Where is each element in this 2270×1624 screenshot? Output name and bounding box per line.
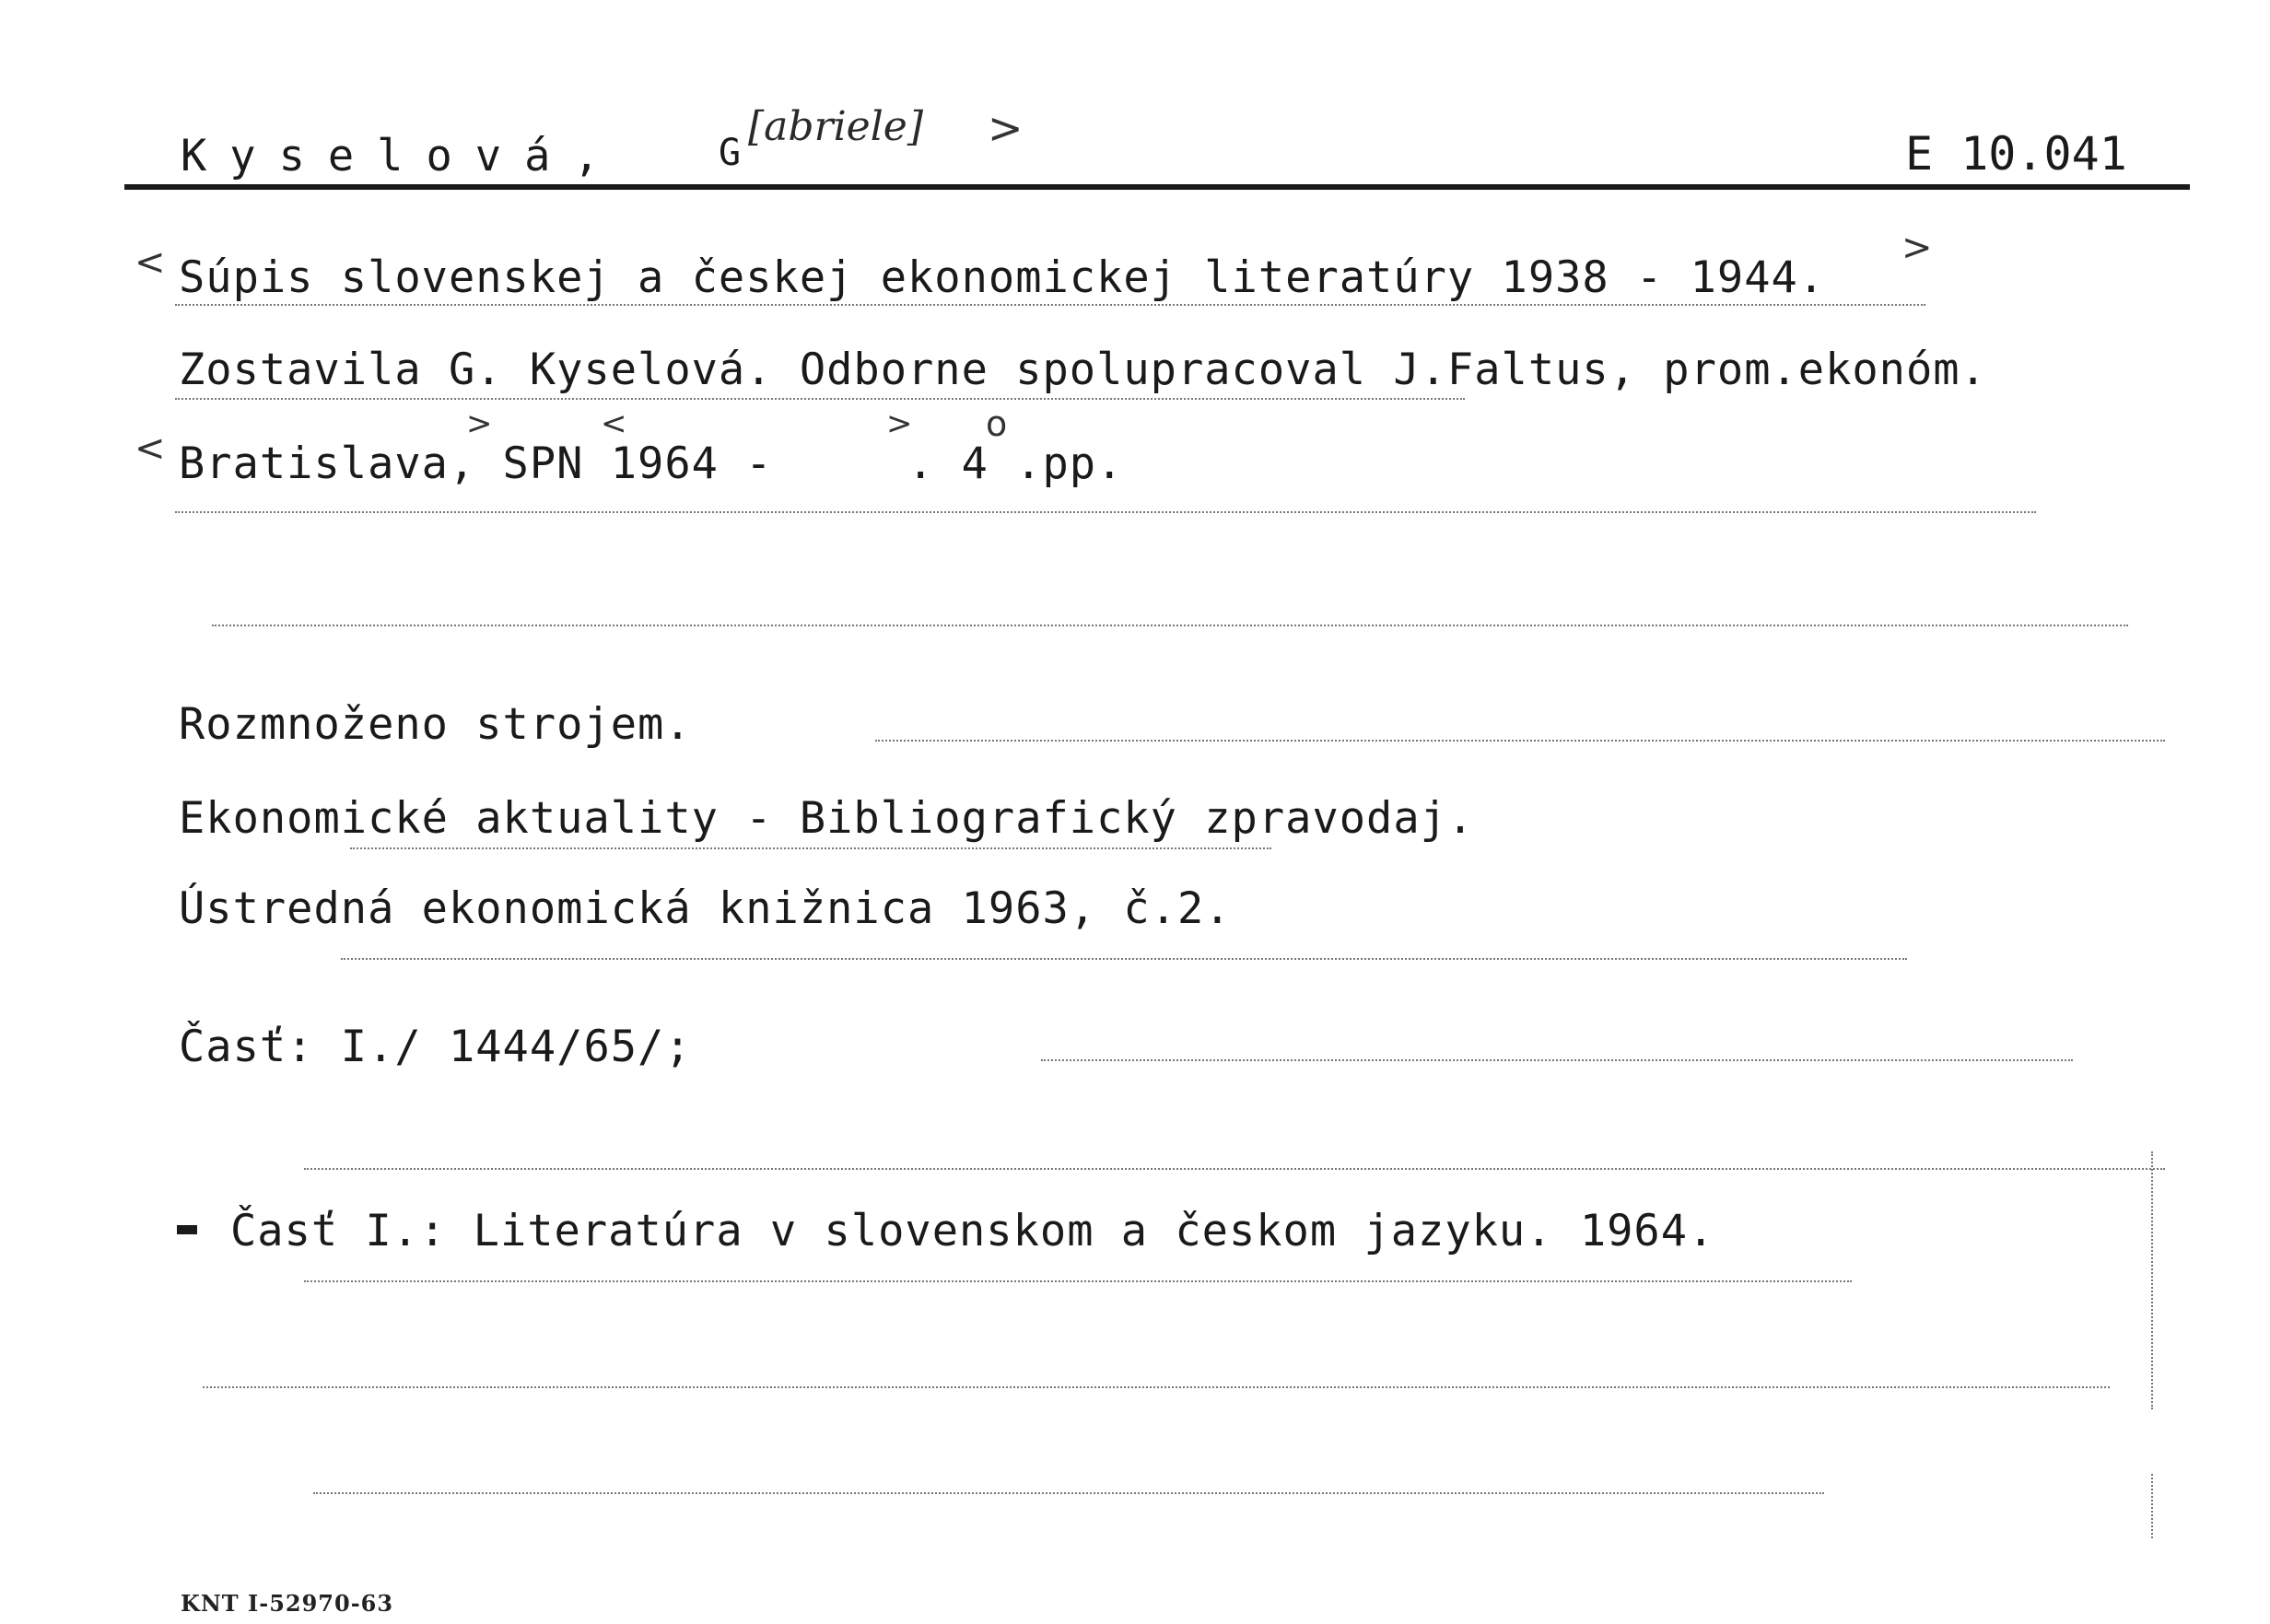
edge-dots <box>2151 1474 2155 1538</box>
handwritten-open-angle-1: < <box>135 241 166 284</box>
guide-line <box>304 1168 2165 1172</box>
guide-line <box>875 740 2165 743</box>
guide-line <box>304 1280 1852 1284</box>
author-name: Kyselová, <box>181 131 623 181</box>
series-line-1: Ekonomické aktuality - Bibliografický zpravodaj. <box>179 793 1475 844</box>
handwritten-open-angle-2: < <box>135 427 166 470</box>
guide-line <box>212 625 2128 628</box>
note-line: Rozmnoženo strojem. <box>179 699 692 750</box>
guide-line <box>341 958 1907 962</box>
series-line-2: Ústredná ekonomická knižnica 1963, č.2. <box>179 883 1232 934</box>
printer-code: KNT I-52970-63 <box>181 1590 394 1617</box>
title-line: Súpis slovenskej a českej ekonomickej literatúry 1938 - 1944. <box>179 252 1826 303</box>
handwritten-close-angle-1: > <box>1901 227 1933 269</box>
guide-line <box>175 304 1925 308</box>
guide-line <box>203 1386 2110 1390</box>
guide-line <box>313 1492 1824 1496</box>
edge-dots <box>2151 1151 2155 1409</box>
handwritten-small-o: o <box>986 403 1008 444</box>
guide-line <box>350 847 1271 851</box>
guide-line <box>175 511 2036 515</box>
author-initial: G <box>719 132 743 174</box>
guide-line <box>1041 1059 2073 1063</box>
handwritten-close-angle: > <box>988 103 1024 153</box>
imprint-line: Bratislava, SPN 1964 - . 4 .pp. <box>179 438 1124 489</box>
part-line: Časť: I./ 1444/65/; <box>179 1022 692 1072</box>
header-rule <box>124 184 2190 190</box>
contents-bullet <box>177 1225 197 1234</box>
compiler-line: Zostavila G. Kyselová. Odborne spolupracoval J.Faltus, prom.ekonóm. <box>179 345 1987 395</box>
handwritten-name: [abriele] <box>748 103 923 150</box>
handwritten-open-angle-3: < <box>601 405 627 442</box>
handwritten-close-angle-3: > <box>886 405 913 442</box>
handwritten-close-angle-2: > <box>466 405 493 442</box>
call-number: E 10.041 <box>1905 127 2127 181</box>
contents-line: Časť I.: Literatúra v slovenskom a českom jazyku. 1964. <box>230 1206 1715 1256</box>
guide-line <box>175 398 1465 402</box>
